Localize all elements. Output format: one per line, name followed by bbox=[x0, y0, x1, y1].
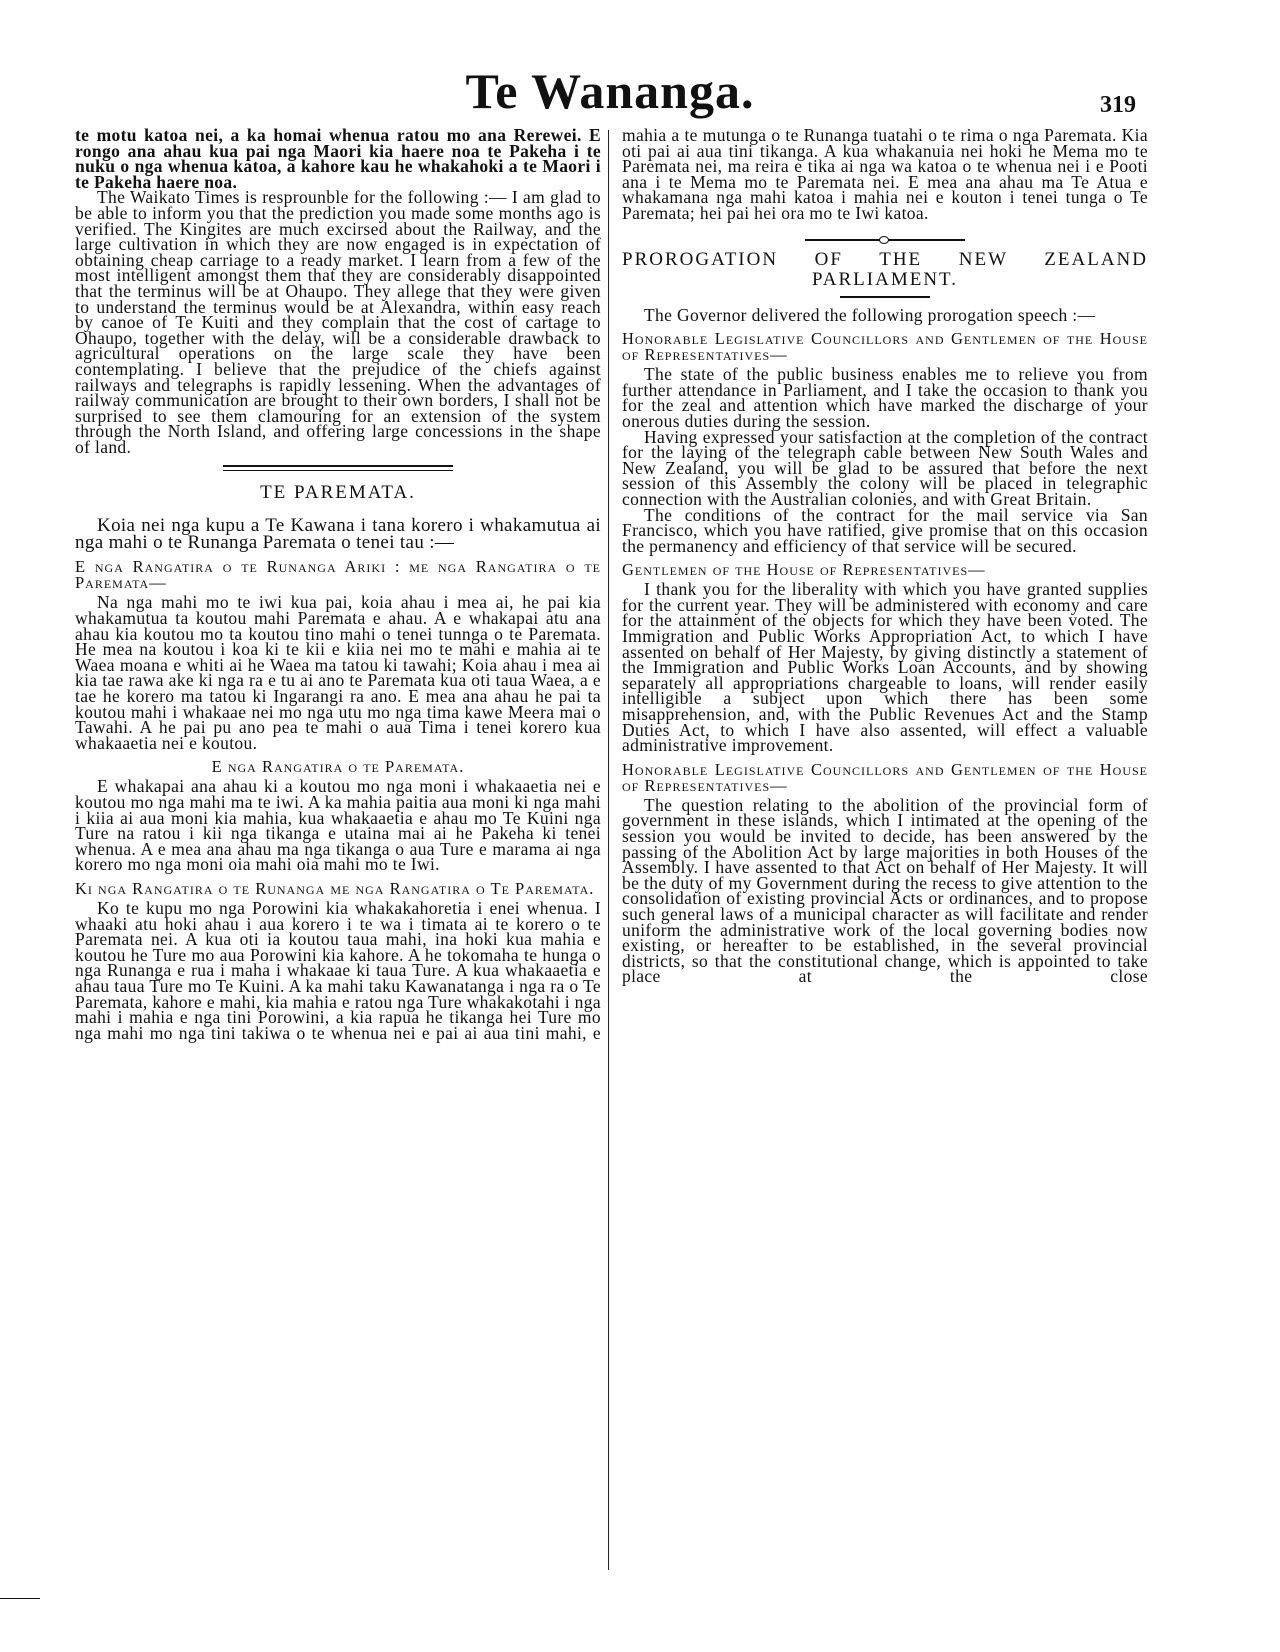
column-divider bbox=[608, 130, 609, 1570]
intro-paragraph: Koia nei nga kupu a Te Kawana i tana korero i whakamutua ai nga mahi o te Runanga Paremata o tenei tau :— bbox=[75, 515, 601, 554]
article-continuation: mahia a te mutunga o te Runanga tuatahi o te rima o nga Paremata. Kia oti pai ai aua tini tikanga. A kua whakanuia nei hoki he Mema mo te Paremata nei, ma reira e tika ai nga wa katoa o te whenua nei i e Pooti ana i te Mema mo te Paremata nei. E mea ana ahau ma Te Atua e whakamana nga mahi katoa i mahia nei e kouton i tenei tunga o Te Paremata; hei pai hei ora mo te Iwi katoa. bbox=[622, 125, 1148, 223]
address-heading: E nga Rangatira o te Paremata. bbox=[211, 757, 465, 777]
page-number: 319 bbox=[1100, 92, 1136, 118]
speech-paragraph: Having expressed your satisfaction at the completion of the contract for the laying of the telegraph cable between New South Wales and New Zealand, you will be glad to be assured that before the next session of this Assembly the colony will be placed in telegraphic connection with the Australian colonies, and with Great Britain. bbox=[622, 426, 1148, 509]
right-column bbox=[622, 125, 1148, 987]
intro-paragraph: The Governor delivered the following prorogation speech :— bbox=[644, 304, 1096, 325]
speech-paragraph: The question relating to the abolition of the provincial form of government in these islands, which I intimated at the opening of the session you would be invited to decide, has been answered by the passing of the Abolition Act by large majorities in both Houses of the Assembly. I have assented to that Act on behalf of Her Majesty. It will be the duty of my Government during the recess to give attention to the consolidation of existing provincial Acts or ordinances, and to propose such general laws of a municipal character as will facilitate and render uniform the administrative work of the local governing bodies now existing, or hereafter to be established, in the several provincial districts, so that the constitutional change, which is appointed to take place at the close bbox=[622, 794, 1148, 987]
margin-mark bbox=[0, 1598, 40, 1599]
left-column bbox=[75, 125, 601, 1043]
ornament-divider bbox=[805, 236, 965, 244]
speech-paragraph: E whakapai ana ahau ki a koutou mo nga moni i whakaaetia nei e koutou mo nga mahi ma te iwi. A ka mahia paitia aua moni ki nga mahi i kiia ai aua moni kia mahia, kua whakaaetia e ahau mo Te Kuini nga Ture na ratou i kii nga tikanga e utaina mai ai he Pakeha ki tenei whenua. A e mea ana ahau ma nga tikanga o aua Ture e marama ai nga korero mo nga moni oia mahi oia mahi mo te Iwi. bbox=[75, 776, 601, 875]
speech-paragraph: Ko te kupu mo nga Porowini kia whakakahoretia i enei whenua. I whaaki atu hoki ahau i aua korero i te wa i timata ai te korero o te Paremata nei. A kua oti ia koutou taua mahi, ina hoki kua mahia e koutou he Ture mo aua Porowini kia kahore. A he tokomaha te hunga o nga Runanga e rua i maha i whakaae ki taua Ture. A kua whakaaetia e ahau taua Ture mo Te Kuini. A ka mahi taku Kawanatanga i nga ra o Te Paremata, kahore e mahi, kia mahia e ratou nga Ture whakakotahi i nga mahi i mahia e nga tini Porowini, a kia rapua he tikanga hei Ture mo nga mahi mo nga tini takiwa o te whenua nei e pai ai aua tini mahi, e bbox=[75, 897, 601, 1043]
speech-paragraph: The conditions of the contract for the mail service via San Francisco, which you have ratified, give promise that on this occasion the permanency and efficiency of that service will be secured. bbox=[622, 504, 1148, 556]
rule-divider bbox=[840, 296, 930, 298]
speech-paragraph: I thank you for the liberality with which you have granted supplies for the current year. They will be administered with economy and care for the attainment of the objects for which they have been voted. The Immigration and Public Works Appropriation Act, to which I have assented on behalf of Her Majesty, by giving distinctly a statement of the Immigration and Public Works Loan Accounts, and by showing separately all appropriations chargeable to loans, will render easily intelligible a subject upon which there has been some misapprehension, and, with the Public Revenues Act and the Stamp Duties Act, to which I have also assented, will effect a valuable administrative improvement. bbox=[622, 579, 1148, 756]
address-heading: Honorable Legislative Councillors and Gentlemen of the House of Representatives— bbox=[622, 329, 1148, 365]
address-heading: E nga Rangatira o te Runanga Ariki : me nga Rangatira o te Paremata— bbox=[75, 557, 601, 593]
address-heading: Ki nga Rangatira o te Runanga me nga Rangatira o Te Paremata. bbox=[75, 878, 595, 898]
speech-paragraph: Na nga mahi mo te iwi kua pai, koia ahau i mea ai, he pai kia whakamutua ta koutou mahi Paremata e ahau. A e whakapai atu ana ahau kia koutou mo ta koutou tino mahi o tenei tunnga o te Paremata. He mea na koutou i koa ki te kii e kiia nei mo te mahi e mahia ai te Waea moana e whiti ai he Waea ma tatou ki tawahi; Koia ahau i mea ai kia tae rawa ake ki nga ra e tu ai ano te Paremata kua oti taua Waea, a e tae he korero ma tatou ki Ingarangi ra ano. E mea ana ahau he pai ta koutou mahi i whakaae nei mo nga utu mo nga tima kawe Meera mai o Tawahi. A he pai pu ano pea te mahi o aua Tima i tenei korero kua whakaaetia nei e koutou. bbox=[75, 592, 601, 753]
waikato-times-article: The Waikato Times is resprounble for the following :— I am glad to be able to inform you that the prediction you made some months ago is verified. The Kingites are much excirsed about the Railway, and the large cultivation in which they are now engaged is in expectation of obtaining cheap carriage to a ready market. I learn from a few of the most intelligent amongst them that they are considerably disappointed that the terminus will be at Ohaupo. They allege that they were given to understand the terminus would be at Alexandra, within easy reach by canoe of Te Kuiti and they complain that the cost of cartage to Ohaupo, together with the delay, will be a considerable drawback to agricultural operations on the large scale they have been contemplating. I believe that the prejudice of the chiefs against railways and telegraphs is rapidly lessening. When the advantages of railway communication are brought to their own borders, I shall not be surprised to see them clamouring for an extension of the system through the North Island, and offering large concessions in the shape of land. bbox=[75, 187, 601, 457]
section-heading-prorogation bbox=[622, 250, 1148, 290]
section-heading-te-paremata: TE PAREMATA. bbox=[260, 482, 416, 504]
double-rule-divider bbox=[223, 465, 453, 471]
masthead-title: Te Wananga. bbox=[465, 63, 755, 119]
address-heading: Honorable Legislative Councillors and Gentlemen of the House of Representatives— bbox=[622, 759, 1148, 795]
article-continuation: te motu katoa nei, a ka homai whenua ratou mo ana Rerewei. E rongo ana ahau kua pai nga Maori kia haere noa te Pakeha i te nuku o nga whenua katoa, a kahore kau he whakahoki a te Maori i te Pakeha haere noa. bbox=[75, 125, 601, 192]
address-heading: Gentlemen of the House of Representatives— bbox=[622, 560, 986, 580]
speech-paragraph: The state of the public business enables me to relieve you from further attendance in Parliament, and I take the occasion to thank you for the zeal and attention which have marked the discharge of your onerous duties during the session. bbox=[622, 364, 1148, 431]
heading-line: PARLIAMENT. bbox=[811, 268, 959, 290]
heading-line: PROROGATION OF THE NEW ZEALAND bbox=[622, 248, 1148, 270]
